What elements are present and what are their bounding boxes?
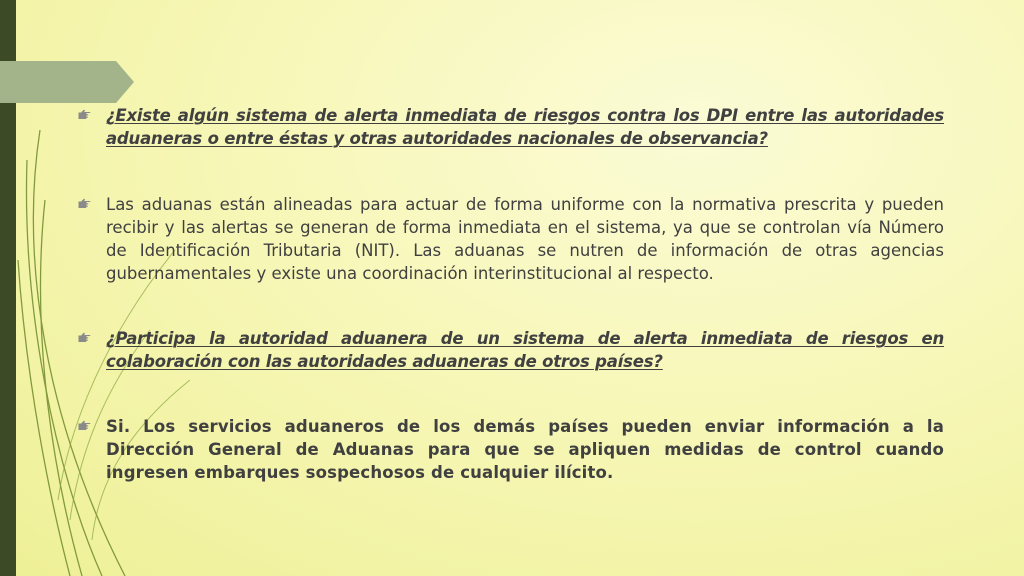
list-item-question-2 bbox=[78, 327, 944, 373]
question-text-1: ¿Existe algún sistema de alerta inmediata de riesgos contra los DPI entre las autoridades aduaneras o entre éstas y otras autoridades nacionales de observancia? bbox=[106, 106, 944, 148]
pointing-hand-icon bbox=[78, 109, 91, 120]
list-item-question-1 bbox=[78, 104, 944, 150]
answer-text-1: Las aduanas están alineadas para actuar de forma uniforme con la normativa prescrita y pueden recibir y las alertas se generan de forma inmediata en el sistema, ya que se controlan vía Número de Identificación Tributaria (NIT). Las aduanas se nutren de información de otras agencias gubernamentales y existe una coordinación interinstitucional al respecto. bbox=[106, 195, 944, 283]
list-item-answer-1 bbox=[78, 193, 944, 285]
answer-text-2: Si. Los servicios aduaneros de los demás países pueden enviar información a la Dirección General de Aduanas para que se apliquen medidas de control cuando ingresen embarques sospechosos de cualquier ilícito. bbox=[106, 417, 944, 482]
bullet-list bbox=[78, 104, 944, 484]
pointing-hand-icon bbox=[78, 198, 91, 209]
pointing-hand-icon bbox=[78, 332, 91, 343]
list-item-answer-2 bbox=[78, 415, 944, 484]
question-text-2: ¿Participa la autoridad aduanera de un sistema de alerta inmediata de riesgos en colaboración con las autoridades aduaneras de otros países? bbox=[106, 329, 944, 371]
pointing-hand-icon bbox=[78, 420, 91, 431]
